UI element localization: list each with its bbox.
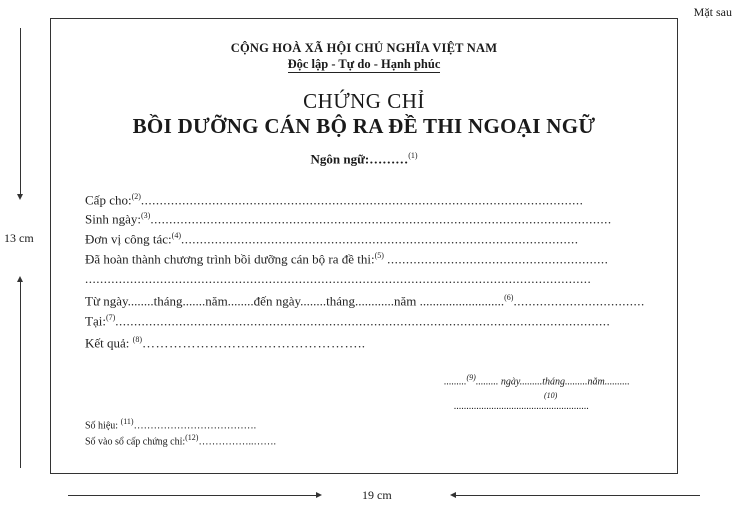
motto: Độc lập - Tự do - Hạnh phúc — [287, 57, 441, 71]
height-label: 13 cm — [4, 231, 34, 245]
field-issued-to: Cấp cho:$^{(2)}$...................................................................................................................... — [85, 192, 584, 208]
field-birth-date: Sinh ngày:$^{(3)}$........................................................................................................................... — [85, 211, 612, 227]
signer-line: ...................................................... — [454, 401, 589, 412]
field-period: Từ ngày........tháng.......năm........đến ngày........tháng............năm ..........................$^{(6)}$................................... — [85, 293, 645, 309]
nation-heading: CỘNG HOÀ XÃ HỘI CHỦ NGHĨA VIỆT NAM — [230, 41, 498, 55]
language-line: Ngôn ngữ:………$^{(1)}$ — [310, 151, 418, 167]
register-number: Số vào sổ cấp chứng chỉ:$^{(12)}$……………..……. — [85, 433, 276, 448]
field-work-unit: Đơn vị công tác:$^{(4)}$.......................................................................................................... — [85, 231, 579, 247]
side-label: Mặt sau — [693, 5, 732, 19]
certificate-title: CHỨNG CHỈ — [303, 89, 425, 113]
signature-date: .........$^{(9)}$......... ngày.........tháng.........năm.......... — [444, 373, 630, 388]
certificate-subtitle: BỒI DƯỠNG CÁN BỘ RA ĐỀ THI NGOẠI NGỮ — [132, 114, 596, 138]
signer-note: (10) — [544, 391, 558, 400]
field-completed-continued: ....................................................................................................................................... — [85, 271, 592, 286]
serial-number: Số hiệu: $^{(11)}$………………………………. — [85, 417, 257, 432]
field-place: Tại:$^{(7)}$.................................................................................................................................... — [85, 313, 611, 329]
field-result: Kết quả: $^{(8)}$………………………………………….. — [85, 335, 366, 351]
certificate-frame — [50, 18, 678, 474]
field-completed: Đã hoàn thành chương trình bồi dưỡng cán bộ ra đề thi:$^{(5)}$ ........................................................... — [85, 251, 609, 267]
width-label: 19 cm — [362, 488, 392, 502]
